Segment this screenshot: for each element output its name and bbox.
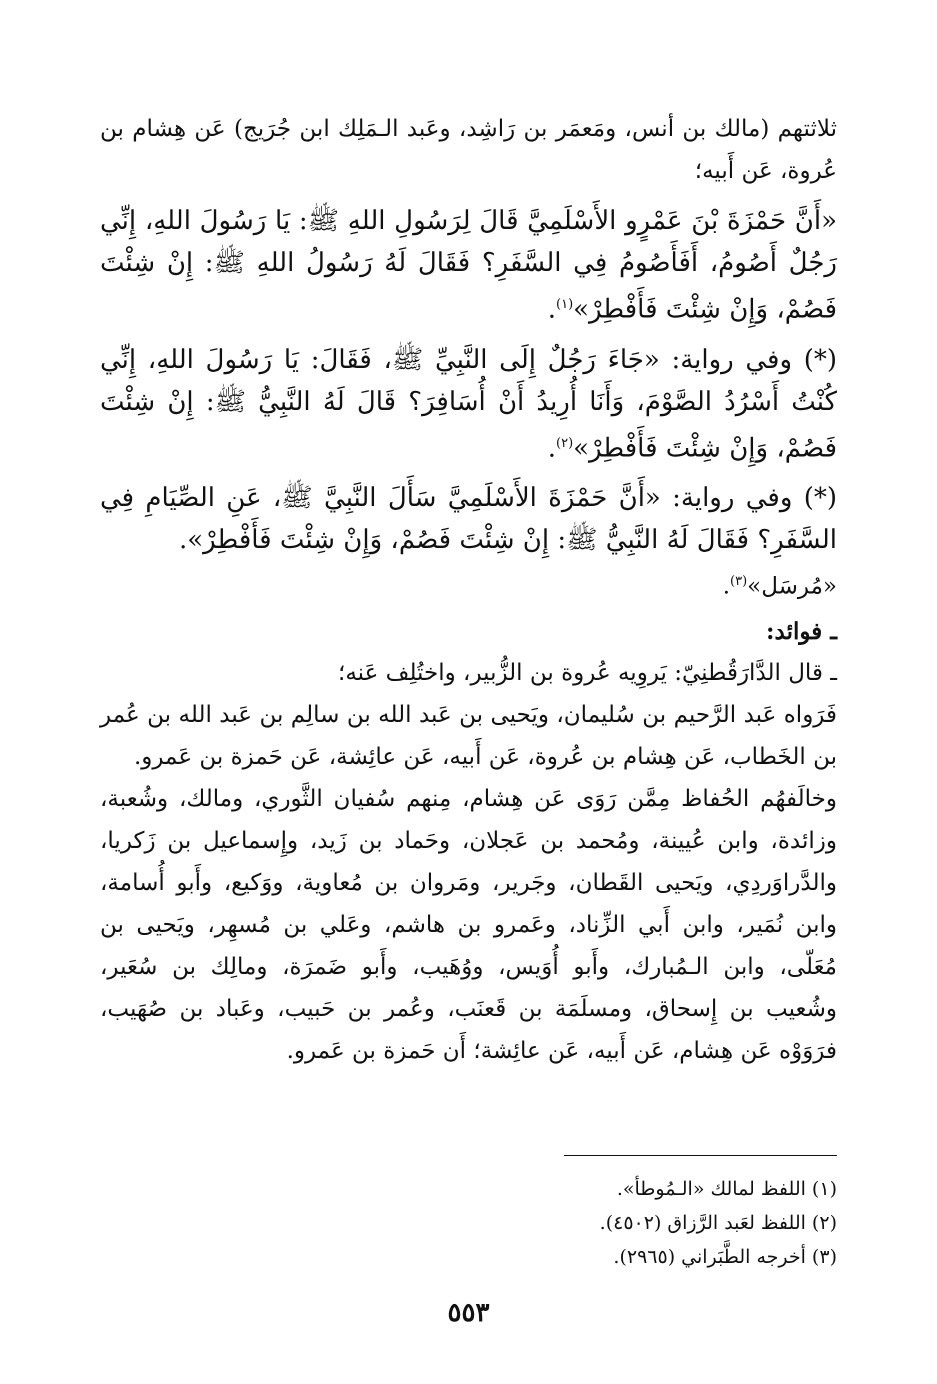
section-heading: ـ فوائد: — [766, 617, 837, 645]
footnote-ref-2: (٢) — [556, 435, 574, 451]
footnote-ref-3: (٣) — [730, 574, 748, 590]
chain-paragraph: ثلاثتهم (مالك بن أنس، ومَعمَر بن رَاشِد، وعَبد الـمَلِك ابن جُرَيج) عَن هِشام بن عُروة، عَن أَبيه؛ — [100, 116, 837, 184]
hadith-text-2: (*) وفي رواية: «جَاءَ رَجُلٌ إِلَى النَّبِيِّ ﷺ، فَقَالَ: يَا رَسُولَ اللهِ، إِنِّي كُنْتُ أَسْرُدُ الصَّوْمَ، وَأَنَا أُرِيدُ أَنْ أُسَافِرَ؟ قَالَ لَهُ النَّبِيُّ ﷺ: إِنْ شِئْتَ فَصُمْ، وَإِنْ شِئْتَ فَأَفْطِرْ»$^{(٢)}$. — [100, 344, 837, 464]
hadith-text-1: «أَنَّ حَمْزَةَ بْنَ عَمْرٍو الأَسْلَمِيَّ قَالَ لِرَسُولِ اللهِ ﷺ: يَا رَسُولَ اللهِ، إِنِّي رَجُلٌ أَصُومُ، أَفَأَصُومُ فِي السَّفَرِ؟ فَقَالَ لَهُ رَسُولُ اللهِ ﷺ: إِنْ شِئْتَ فَصُمْ، وَإِنْ شِئْتَ فَأَفْطِرْ»$^{(١)}$. — [100, 206, 837, 325]
hadith-1-body: «أَنَّ حَمْزَةَ بْنَ عَمْرٍو الأَسْلَمِيَّ قَالَ لِرَسُولِ اللهِ ﷺ: يَا رَسُولَ اللهِ، إِنِّي رَجُلٌ أَصُومُ، أَفَأَصُومُ فِي السَّفَرِ؟ فَقَالَ لَهُ رَسُولُ اللهِ ﷺ: إِنْ شِئْتَ فَصُمْ، وَإِنْ شِئْتَ فَأَفْطِرْ» — [100, 206, 837, 325]
footnote-ref-1: (١) — [556, 297, 574, 312]
footnotes — [100, 1172, 837, 1274]
mursal-line: «مُرسَل»$^{(٣)}$. — [722, 573, 837, 600]
footnote-divider — [564, 1155, 837, 1156]
fawaid-paragraph-3: وخالَفهُم الحُفاظ مِمَّن رَوَى عَن هِشام، مِنهم سُفيان الثَّوري، ومالك، وشُعبة، وزائدة، وابن عُيينة، ومُحمد بن عَجلان، وحَماد بن زَيد، وإِسماعيل بن زَكريا، والدَّراوَردِي، ويَحيى القَطان، وجَرير، ومَروان بن مُعاوية، ووَكيع، وأَبو أُسامة، وابن نُمَير، وابن أَبي الزِّناد، وعَمرو بن هاشم، وعَلي بن مُسهِر، ويَحيى بن مُعَلّى، وابن الـمُبارك، وأَبو أُوَيس، ووُهَيب، وأَبو ضَمرَة، ومالِك بن سُعَير، وشُعيب بن إِسحاق، ومسلَمَة بن قَعنَب، وعُمر بن حَبيب، وعَباد بن صُهَيب، فرَوَوْه عَن هِشام، عَن أَبيه، عَن عائِشة؛ أَن حَمزة بن عَمرو. — [100, 785, 837, 1064]
footnote-3: (٣) أخرجه الطَّبَراني (٢٩٦٥). — [613, 1246, 837, 1268]
footnote-2: (٢) اللفظ لعَبد الرَّزاق (٤٥٠٢). — [599, 1212, 837, 1234]
fawaid-paragraph-2: فَرَواه عَبد الرَّحيم بن سُليمان، ويَحيى بن عَبد الله بن سالِم بن عَبد الله بن عُمر بن الخَطاب، عَن هِشام بن عُروة، عَن أَبيه، عَن عائِشة، عَن حَمزة بن عَمرو. — [100, 701, 837, 770]
hadith-text-3: (*) وفي رواية: «أَنَّ حَمْزَةَ الأَسْلَمِيَّ سَأَلَ النَّبِيَّ ﷺ، عَنِ الصِّيَامِ فِي السَّفَرِ؟ فَقَالَ لَهُ النَّبِيُّ ﷺ: إِنْ شِئْتَ فَصُمْ، وَإِنْ شِئْتَ فَأَفْطِرْ». — [100, 483, 837, 556]
page-number: ٥٥٣ — [447, 1298, 490, 1328]
hadith-2-body: (*) وفي رواية: «جَاءَ رَجُلٌ إِلَى النَّبِيِّ ﷺ، فَقَالَ: يَا رَسُولَ اللهِ، إِنِّي كُنْتُ أَسْرُدُ الصَّوْمَ، وَأَنَا أُرِيدُ أَنْ أُسَافِرَ؟ قَالَ لَهُ النَّبِيُّ ﷺ: إِنْ شِئْتَ فَصُمْ، وَإِنْ شِئْتَ فَأَفْطِرْ» — [100, 344, 837, 464]
footnote-1: (١) اللفظ لمالك «الـمُوطأ». — [616, 1178, 837, 1200]
mursal-label: «مُرسَل» — [747, 573, 837, 600]
fawaid-paragraph-1: ـ قال الدَّارَقُطنِيّ: يَروِيه عُروة بن الزُّبير، واختُلِف عَنه؛ — [338, 659, 837, 686]
